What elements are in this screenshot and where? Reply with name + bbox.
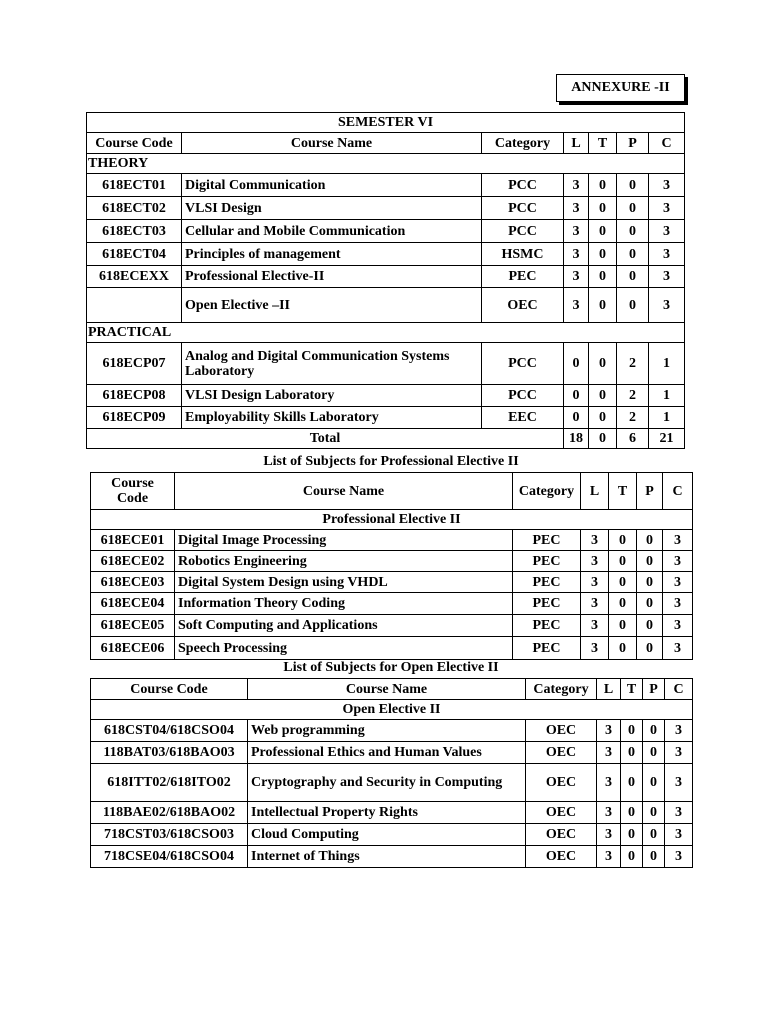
course-code: 618ECE03 [91,572,175,593]
t-value: 0 [621,720,643,742]
l-value: 3 [581,530,609,551]
l-value: 3 [581,593,609,615]
course-name: Professional Ethics and Human Values [248,742,526,764]
section-label-theory: THEORY [87,154,685,174]
subtitle-row [91,700,693,720]
course-name: Information Theory Coding [175,593,513,615]
course-code: 618ITT02/618ITO02 [91,764,248,802]
course-code: 618CST04/618CSO04 [91,720,248,742]
column-header: Course Name [182,133,482,154]
p-value: 0 [637,551,663,572]
c-value: 3 [663,551,693,572]
t-value: 0 [609,572,637,593]
course-code [87,288,182,323]
course-code: 618ECE01 [91,530,175,551]
category: OEC [526,764,597,802]
p-value: 0 [637,593,663,615]
p-value: 0 [617,243,649,266]
course-name: VLSI Design Laboratory [182,385,482,407]
category: PCC [482,220,564,243]
category: PCC [482,174,564,197]
c-value: 3 [663,572,693,593]
t-value: 0 [621,846,643,868]
course-code: 118BAE02/618BAO02 [91,802,248,824]
column-header: T [621,679,643,700]
t-value: 0 [609,615,637,637]
professional-elective-table [90,472,693,660]
total-l: 18 [564,429,589,449]
category: HSMC [482,243,564,266]
l-value: 0 [564,385,589,407]
category: OEC [526,742,597,764]
column-header: Course Code [91,679,248,700]
c-value: 3 [663,593,693,615]
table-row [87,174,685,197]
category: OEC [482,288,564,323]
c-value: 3 [649,174,685,197]
course-code: 118BAT03/618BAO03 [91,742,248,764]
column-header: L [581,473,609,510]
category: PEC [513,637,581,660]
t-value: 0 [589,243,617,266]
category: OEC [526,824,597,846]
total-row [87,429,685,449]
course-name: Robotics Engineering [175,551,513,572]
table-row [87,385,685,407]
pe-list-title: List of Subjects for Professional Elective II [263,454,519,469]
course-code: 618ECT03 [87,220,182,243]
column-header: P [617,133,649,154]
column-header: C [649,133,685,154]
t-value: 0 [609,530,637,551]
p-value: 2 [617,385,649,407]
c-value: 3 [665,802,693,824]
course-name: Digital System Design using VHDL [175,572,513,593]
p-value: 0 [637,615,663,637]
annexure-label: ANNEXURE -II [556,74,685,102]
table-row [87,343,685,385]
p-value: 0 [617,197,649,220]
l-value: 3 [564,266,589,288]
column-header: Course Code [87,133,182,154]
course-name: Professional Elective-II [182,266,482,288]
column-header: P [643,679,665,700]
t-value: 0 [589,288,617,323]
pe-subtitle: Professional Elective II [91,510,693,530]
l-value: 3 [597,802,621,824]
column-header: T [609,473,637,510]
l-value: 3 [597,846,621,868]
l-value: 3 [564,197,589,220]
oe-list-title: List of Subjects for Open Elective II [283,660,499,675]
t-value: 0 [589,174,617,197]
course-name: Web programming [248,720,526,742]
column-header: Course Name [175,473,513,510]
t-value: 0 [609,551,637,572]
t-value: 0 [589,407,617,429]
column-header: T [589,133,617,154]
table-row [91,824,693,846]
p-value: 2 [617,343,649,385]
l-value: 3 [597,764,621,802]
c-value: 1 [649,407,685,429]
t-value: 0 [589,197,617,220]
p-value: 0 [637,530,663,551]
column-header: Course Name [248,679,526,700]
course-code: 618ECT02 [87,197,182,220]
p-value: 0 [643,802,665,824]
semester-title: SEMESTER VI [87,113,685,133]
l-value: 3 [597,742,621,764]
t-value: 0 [621,802,643,824]
c-value: 3 [649,288,685,323]
oe-subtitle: Open Elective II [91,700,693,720]
header-row [91,473,693,510]
l-value: 3 [581,572,609,593]
course-code: 718CSE04/618CSO04 [91,846,248,868]
total-label: Total [87,429,564,449]
t-value: 0 [609,593,637,615]
practical-label-row [87,323,685,343]
course-code: 618ECEXX [87,266,182,288]
course-name: Cryptography and Security in Computing [248,764,526,802]
t-value: 0 [609,637,637,660]
t-value: 0 [589,220,617,243]
course-name: Internet of Things [248,846,526,868]
table-row [87,266,685,288]
c-value: 3 [663,530,693,551]
column-header: Category [482,133,564,154]
l-value: 3 [564,243,589,266]
t-value: 0 [589,385,617,407]
course-name: Cellular and Mobile Communication [182,220,482,243]
table-row [91,742,693,764]
subtitle-row [91,510,693,530]
p-value: 0 [637,572,663,593]
p-value: 2 [617,407,649,429]
p-value: 0 [643,824,665,846]
course-name: VLSI Design [182,197,482,220]
course-name: Speech Processing [175,637,513,660]
section-label-practical: PRACTICAL [87,323,685,343]
table-row [91,551,693,572]
c-value: 3 [649,243,685,266]
c-value: 3 [649,197,685,220]
semester-table [86,112,685,449]
course-code: 618ECE06 [91,637,175,660]
course-code: 618ECE04 [91,593,175,615]
course-name: Soft Computing and Applications [175,615,513,637]
c-value: 1 [649,385,685,407]
open-elective-table [90,678,693,868]
course-name: Analog and Digital Communication Systems Laboratory [182,343,482,385]
category: PEC [513,530,581,551]
l-value: 3 [597,720,621,742]
course-name: Cloud Computing [248,824,526,846]
p-value: 0 [617,174,649,197]
category: EEC [482,407,564,429]
column-header: Category [513,473,581,510]
course-code: 718CST03/618CSO03 [91,824,248,846]
course-name: Open Elective –II [182,288,482,323]
l-value: 0 [564,407,589,429]
table-row [87,197,685,220]
p-value: 0 [643,720,665,742]
total-c: 21 [649,429,685,449]
course-code: 618ECT04 [87,243,182,266]
table-row [91,720,693,742]
category: PEC [513,615,581,637]
l-value: 3 [581,637,609,660]
column-header: L [597,679,621,700]
column-header: C [665,679,693,700]
l-value: 3 [564,288,589,323]
l-value: 0 [564,343,589,385]
semester-title-row [87,113,685,133]
category: PEC [513,551,581,572]
table-row [91,846,693,868]
table-row [91,593,693,615]
c-value: 3 [665,846,693,868]
c-value: 3 [649,266,685,288]
table-row [87,288,685,323]
course-code: 618ECP08 [87,385,182,407]
course-name: Employability Skills Laboratory [182,407,482,429]
p-value: 0 [643,742,665,764]
course-name: Digital Communication [182,174,482,197]
course-code: 618ECE02 [91,551,175,572]
column-header: L [564,133,589,154]
table-row [87,407,685,429]
c-value: 3 [665,742,693,764]
category: PCC [482,385,564,407]
l-value: 3 [597,824,621,846]
t-value: 0 [621,824,643,846]
course-name: Principles of management [182,243,482,266]
table-row [91,764,693,802]
course-code: 618ECP09 [87,407,182,429]
c-value: 3 [663,615,693,637]
column-header: P [637,473,663,510]
c-value: 1 [649,343,685,385]
table-row [87,243,685,266]
category: OEC [526,720,597,742]
p-value: 0 [637,637,663,660]
category: OEC [526,846,597,868]
category: PEC [482,266,564,288]
total-p: 6 [617,429,649,449]
header-row [87,133,685,154]
column-header: Course Code [91,473,175,510]
c-value: 3 [665,764,693,802]
column-header: Category [526,679,597,700]
category: PCC [482,197,564,220]
category: PEC [513,572,581,593]
course-name: Digital Image Processing [175,530,513,551]
table-row [87,220,685,243]
header-row [91,679,693,700]
course-code: 618ECE05 [91,615,175,637]
category: PCC [482,343,564,385]
p-value: 0 [643,764,665,802]
p-value: 0 [643,846,665,868]
p-value: 0 [617,288,649,323]
t-value: 0 [621,742,643,764]
table-row [91,615,693,637]
c-value: 3 [665,720,693,742]
l-value: 3 [564,220,589,243]
p-value: 0 [617,220,649,243]
l-value: 3 [564,174,589,197]
p-value: 0 [617,266,649,288]
c-value: 3 [665,824,693,846]
c-value: 3 [663,637,693,660]
course-code: 618ECP07 [87,343,182,385]
t-value: 0 [589,343,617,385]
t-value: 0 [589,266,617,288]
theory-label-row [87,154,685,174]
course-name: Intellectual Property Rights [248,802,526,824]
table-row [91,802,693,824]
c-value: 3 [649,220,685,243]
t-value: 0 [621,764,643,802]
l-value: 3 [581,551,609,572]
total-t: 0 [589,429,617,449]
table-row [91,637,693,660]
column-header: C [663,473,693,510]
l-value: 3 [581,615,609,637]
category: OEC [526,802,597,824]
table-row [91,530,693,551]
category: PEC [513,593,581,615]
course-code: 618ECT01 [87,174,182,197]
table-row [91,572,693,593]
